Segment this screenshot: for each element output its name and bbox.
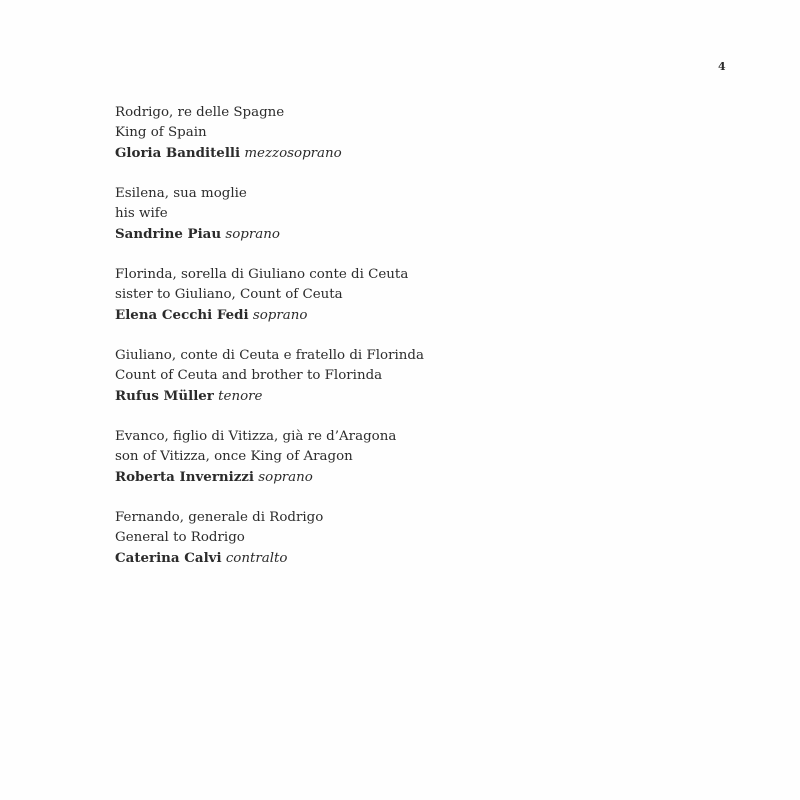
- role-italian: Florinda, sorella di Giuliano conte di Ceuta: [115, 267, 409, 282]
- role-english: his wife: [115, 206, 168, 221]
- voice-type: soprano: [258, 470, 313, 485]
- role-italian: Esilena, sua moglie: [115, 186, 247, 201]
- performer-line: [115, 467, 735, 487]
- performer-name: Elena Cecchi Fedi: [115, 307, 249, 323]
- cast-list: [115, 103, 735, 589]
- cast-entry-florinda: [115, 265, 735, 325]
- role-italian: Giuliano, conte di Ceuta e fratello di Florinda: [115, 348, 424, 363]
- role-italian: Fernando, generale di Rodrigo: [115, 510, 324, 525]
- role-italian: Evanco, figlio di Vitizza, già re d’Aragona: [115, 429, 397, 444]
- performer-name: Sandrine Piau: [115, 226, 222, 242]
- voice-type: soprano: [252, 308, 308, 323]
- cast-entry-rodrigo: [115, 103, 735, 163]
- cast-entry-giuliano: [115, 346, 735, 406]
- role-english: General to Rodrigo: [115, 530, 245, 545]
- performer-name: Roberta Invernizzi: [115, 469, 254, 485]
- performer-line: [115, 143, 735, 163]
- performer-line: [115, 548, 735, 568]
- performer-line: [115, 386, 735, 406]
- voice-type: contralto: [225, 551, 288, 566]
- cast-entry-fernando: [115, 508, 735, 568]
- performer-name: Caterina Calvi: [115, 550, 222, 566]
- role-english: King of Spain: [115, 125, 207, 140]
- performer-name: Rufus Müller: [115, 388, 214, 404]
- role-english: son of Vitizza, once King of Aragon: [115, 449, 353, 464]
- cast-entry-esilena: [115, 184, 735, 244]
- performer-line: [115, 224, 735, 244]
- page-number: 4: [718, 60, 726, 73]
- role-english: Count of Ceuta and brother to Florinda: [115, 368, 383, 383]
- role-english: sister to Giuliano, Count of Ceuta: [115, 287, 343, 302]
- voice-type: mezzosoprano: [244, 146, 342, 161]
- voice-type: soprano: [225, 227, 280, 242]
- performer-name: Gloria Banditelli: [115, 145, 241, 161]
- voice-type: tenore: [218, 389, 263, 404]
- cast-entry-evanco: [115, 427, 735, 487]
- performer-line: [115, 305, 735, 325]
- role-italian: Rodrigo, re delle Spagne: [115, 105, 285, 120]
